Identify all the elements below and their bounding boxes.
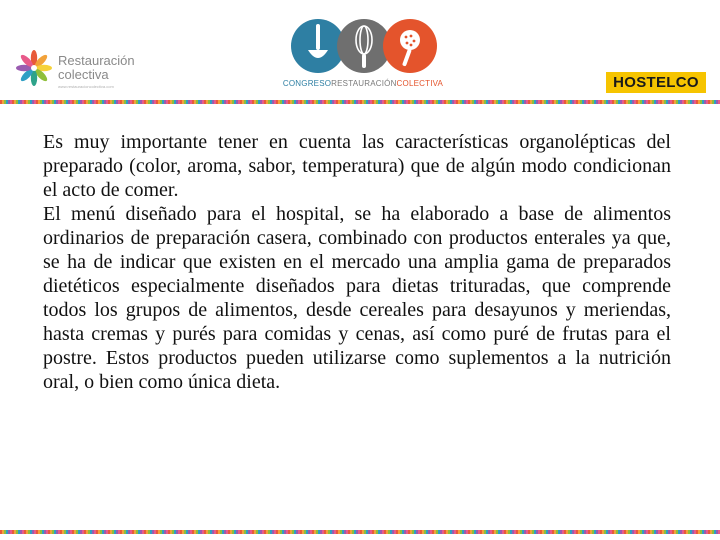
congreso-title xyxy=(278,79,448,88)
ladle-icon xyxy=(291,19,345,73)
restauracion-colectiva-logo xyxy=(14,46,135,96)
header xyxy=(0,0,720,105)
congreso-title-part1: CONGRESO xyxy=(282,79,332,88)
top-color-stripe xyxy=(0,100,720,104)
skimmer-icon xyxy=(383,19,437,73)
congreso-title-part3: COLECTIVA xyxy=(396,79,444,88)
flower-logo-icon xyxy=(14,48,54,88)
bottom-color-stripe xyxy=(0,530,720,534)
logo-text xyxy=(58,54,135,82)
paragraph-1: Es muy importante tener en cuenta las características organolépticas del preparado (color, aroma, sabor, temperatura) que de algún modo condicionan el acto de comer. xyxy=(43,131,671,201)
whisk-icon xyxy=(337,19,391,73)
logo-line2: colectiva xyxy=(58,67,109,82)
hostelco-logo xyxy=(606,72,706,93)
hostelco-text: HOSTELCO xyxy=(613,74,699,91)
congreso-logo xyxy=(278,18,448,98)
congreso-title-part2: RESTAURACIÓN xyxy=(331,79,397,88)
paragraph-2: El menú diseñado para el hospital, se ha elaborado a base de alimentos ordinarios de preparación casera, combinado con productos enterales ya que, se ha de indicar que existen en el mercado una amplia gama de preparados dietéticos especialmente diseñados para dietas trituradas, que comprende todos los grupos de alimentos, desde cereales para desayunos y meriendas, hasta cremas y purés para comidas y cenas, así como puré de frutas para el postre. Estos productos pueden utilizarse como suplementos a la nutrición oral, o bien como única dieta. xyxy=(43,203,671,393)
logo-url: www.restauracioncolectiva.com xyxy=(58,84,114,89)
main-content xyxy=(43,130,671,394)
logo-line1: Restauración xyxy=(58,53,135,68)
congreso-icons xyxy=(290,18,438,74)
